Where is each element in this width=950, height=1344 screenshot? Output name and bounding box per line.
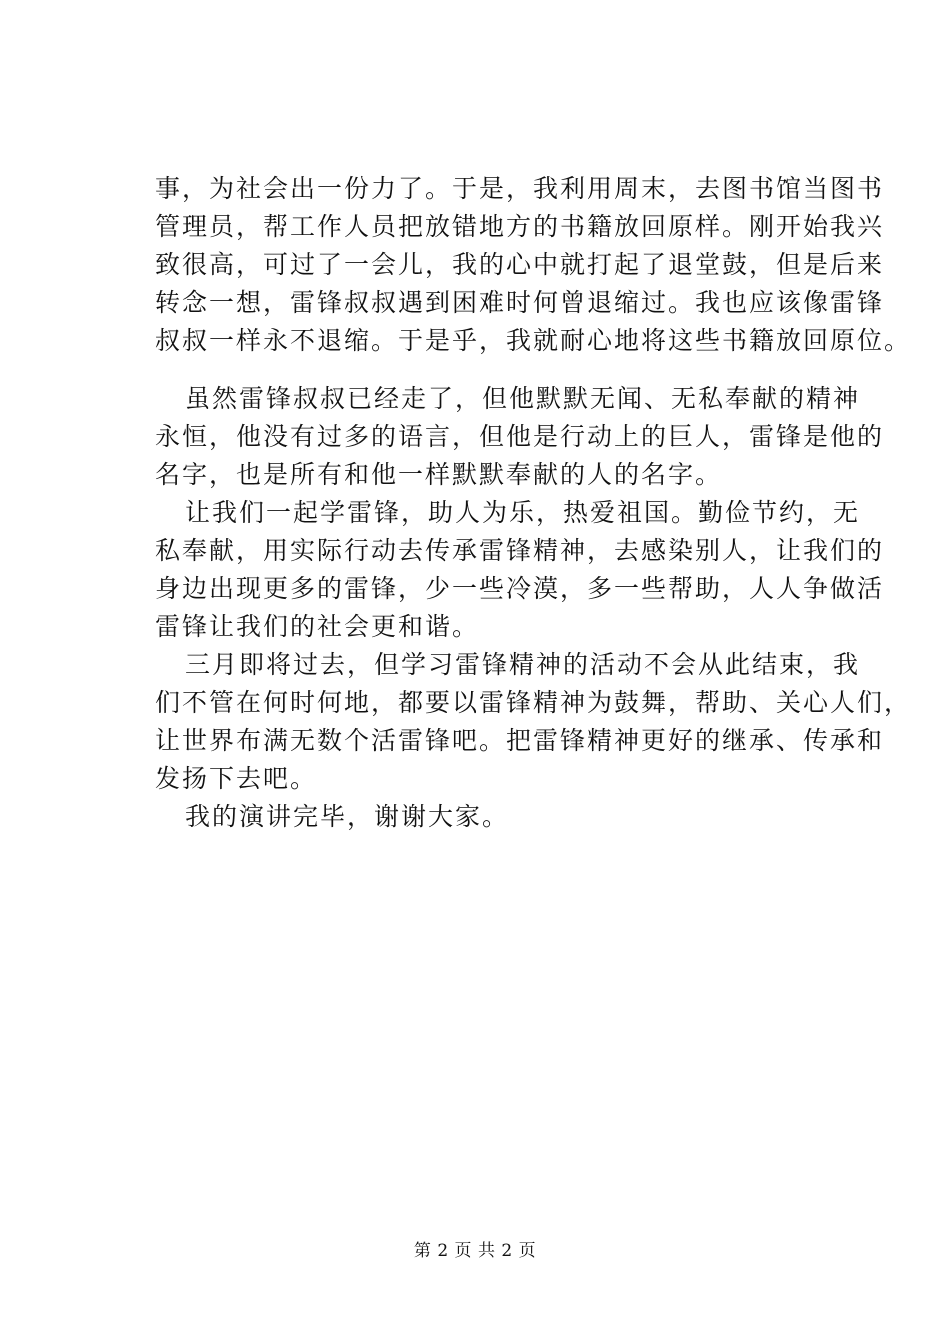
paragraph-line: 事，为社会出一份力了。于是，我利用周末，去图书馆当图书 — [155, 174, 885, 203]
paragraph-line: 雷锋让我们的社会更和谐。 — [155, 612, 480, 641]
document-body — [155, 170, 912, 836]
paragraph-3 — [155, 494, 885, 646]
paragraph-line: 致很高，可过了一会儿，我的心中就打起了退堂鼓，但是后来 — [155, 250, 885, 279]
paragraph-line: 名字，也是所有和他一样默默奉献的人的名字。 — [155, 460, 723, 489]
paragraph-line: 我的演讲完毕，谢谢大家。 — [185, 802, 510, 831]
paragraph-line: 私奉献，用实际行动去传承雷锋精神，去感染别人，让我们的 — [155, 536, 885, 565]
paragraph-2 — [155, 380, 885, 494]
paragraph-line: 让世界布满无数个活雷锋吧。把雷锋精神更好的继承、传承和 — [155, 726, 885, 755]
paragraph-line: 三月即将过去，但学习雷锋精神的活动不会从此结束，我 — [185, 650, 861, 679]
page-footer — [0, 1240, 950, 1262]
paragraph-line: 发扬下去吧。 — [155, 764, 318, 793]
page-number-label: 第 2 页 共 2 页 — [413, 1241, 537, 1261]
paragraph-line: 叔叔一样永不退缩。于是乎，我就耐心地将这些书籍放回原位。 — [155, 326, 912, 355]
paragraph-5 — [155, 798, 845, 836]
paragraph-line: 让我们一起学雷锋，助人为乐，热爱祖国。勤俭节约，无 — [185, 498, 861, 527]
paragraph-line: 们不管在何时何地，都要以雷锋精神为鼓舞，帮助、关心人们， — [155, 688, 912, 717]
paragraph-4 — [155, 646, 912, 798]
paragraph-line: 永恒，他没有过多的语言，但他是行动上的巨人，雷锋是他的 — [155, 422, 885, 451]
paragraph-line: 虽然雷锋叔叔已经走了，但他默默无闻、无私奉献的精神 — [185, 384, 861, 413]
paragraph-line: 身边出现更多的雷锋，少一些冷漠，多一些帮助，人人争做活 — [155, 574, 885, 603]
paragraph-line: 转念一想，雷锋叔叔遇到困难时何曾退缩过。我也应该像雷锋 — [155, 288, 885, 317]
paragraph-1 — [155, 170, 912, 360]
paragraph-gap — [155, 360, 845, 380]
paragraph-line: 管理员，帮工作人员把放错地方的书籍放回原样。刚开始我兴 — [155, 212, 885, 241]
